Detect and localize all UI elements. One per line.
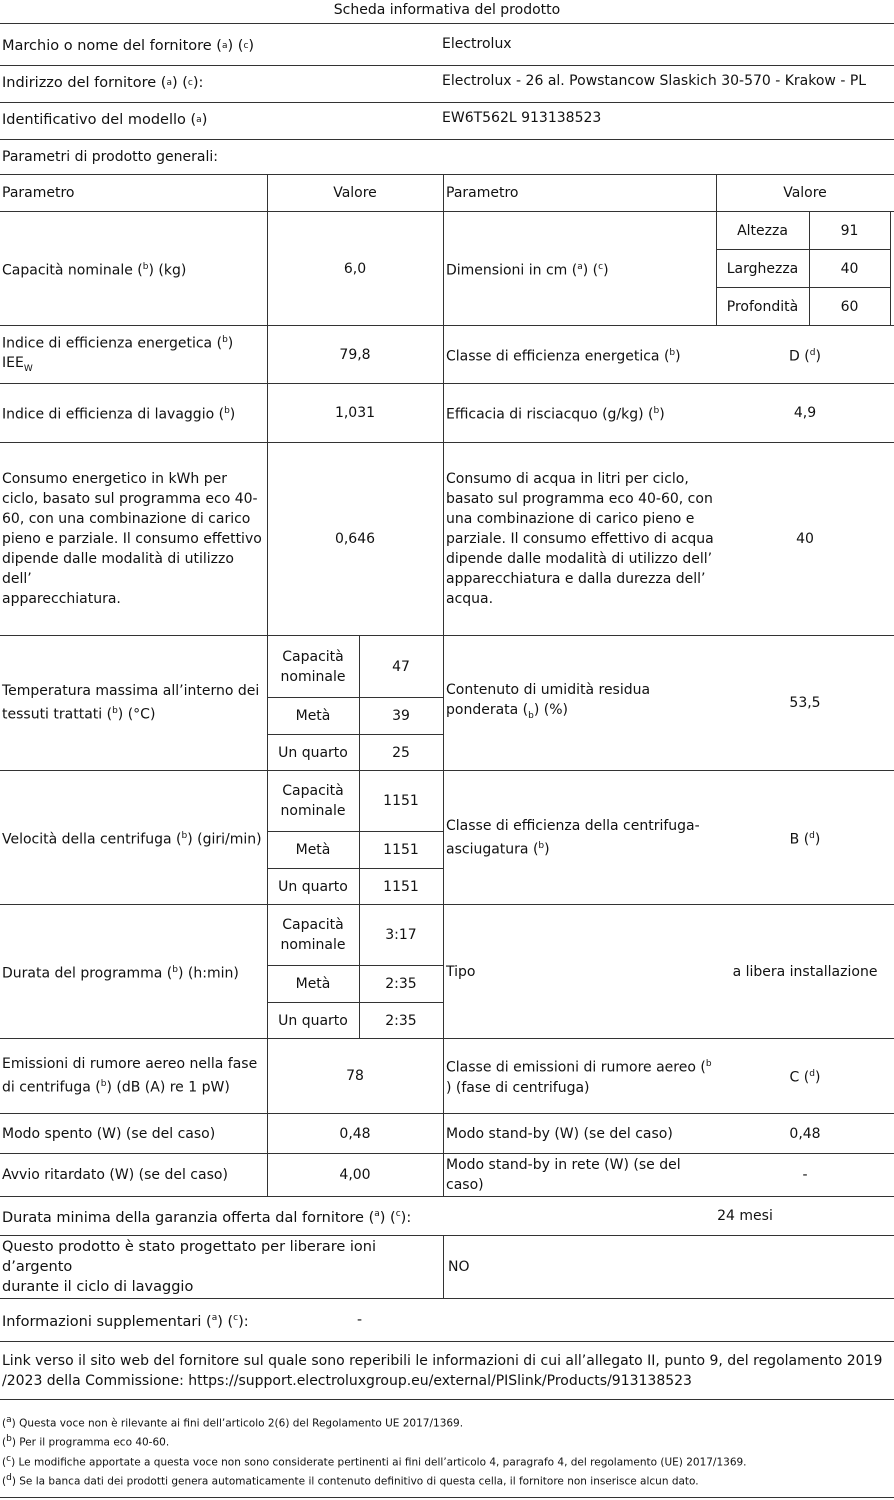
duration-half-value: 2:35 xyxy=(385,976,417,992)
off-mode-value: 0,48 xyxy=(339,1125,371,1142)
moisture-label: Contenuto di umidità residua ponderata $(_b)$ (%) xyxy=(446,682,651,721)
footnote-b: ($^b$) Per il programma eco 40-60. xyxy=(2,1434,170,1449)
network-standby-value: - xyxy=(802,1167,808,1183)
extra-label: Informazioni supplementari ($^a$) ($^c$): xyxy=(2,1313,249,1330)
header-value-left: Valore xyxy=(333,185,377,201)
extra-value: - xyxy=(357,1312,363,1328)
model-value: EW6T562L 913138523 xyxy=(442,110,602,126)
noise-value: 78 xyxy=(346,1068,364,1084)
duration-quarter-value: 2:35 xyxy=(385,1012,417,1029)
warranty-value: 24 mesi xyxy=(717,1208,773,1224)
rinse-label: Efficacia di risciacquo (g/kg) ($^b$) xyxy=(446,406,665,423)
network-standby-label: Modo stand-by in rete (W) (se del caso) xyxy=(446,1157,681,1193)
standby-label: Modo stand-by (W) (se del caso) xyxy=(446,1125,673,1142)
temperature-label: Temperatura massima all’interno dei tessuti trattati ($^b$) (°C) xyxy=(2,683,260,723)
duration-full-value: 3:17 xyxy=(385,927,417,943)
footnote-a: ($^a$) Questa voce non è rilevante ai fini dell’articolo 2(6) del Regolamento UE 2017/1369. xyxy=(2,1415,464,1430)
capacity-label: Capacità nominale ($^b$) (kg) xyxy=(2,261,187,279)
energy-consumption-label: Consumo energetico in kWh per ciclo, basato sul programma eco 40- 60, con una combinazione di carico pieno e parziale. Il consumo effettivo dipende dalle modalità di utilizzo dell’ apparecchiatura. xyxy=(2,471,262,607)
standby-value: 0,48 xyxy=(789,1125,821,1142)
general-title: Parametri di prodotto generali: xyxy=(2,149,218,165)
height-value: 91 xyxy=(840,222,859,239)
water-consumption-label: Consumo di acqua in litri per ciclo, basato sul programma eco 40-60, con una combinazione di carico pieno e parziale. Il consumo effettivo di acqua dipende dalle modalità di utilizzo dell’ apparecchiatura e dalla durezza dell’ acqua. xyxy=(446,471,714,607)
supplier-link-text: Link verso il sito web del fornitore sul quale sono reperibili le informazioni di cui all’allegato II, punto 9, del regolamento 2019 /2023 della Commissione: https://support.electroluxgroup.eu/external/PISlink/Products/913138523 xyxy=(2,1353,883,1389)
spin-class-value: B ($^d$) xyxy=(789,830,821,848)
header-value-right: Valore xyxy=(783,185,827,201)
noise-class-value: C ($^d$) xyxy=(789,1069,821,1086)
energy-class-label: Classe di efficienza energetica ($^b$) xyxy=(446,347,681,365)
page-title: Scheda informativa del prodotto xyxy=(333,2,561,18)
temp-quarter-value: 25 xyxy=(392,744,410,761)
header-param-right: Parametro xyxy=(446,185,519,201)
delay-label: Avvio ritardato (W) (se del caso) xyxy=(2,1167,228,1183)
dimensions-label: Dimensioni in cm ($^a$) ($^c$) xyxy=(446,261,609,279)
duration-quarter-label: Un quarto xyxy=(278,1012,348,1029)
temp-full-label: Capacità nominale xyxy=(280,648,346,685)
wash-index-label: Indice di efficienza di lavaggio ($^b$) xyxy=(2,406,236,423)
energy-class-value: D ($^d$) xyxy=(789,347,821,365)
footnote-d: ($^d$) Se la banca dati dei prodotti genera automaticamente il contenuto definitivo di questa cella, il fornitore non inserisce alcun dato. xyxy=(2,1473,699,1488)
eei-value: 79,8 xyxy=(339,346,371,363)
rinse-value: 4,9 xyxy=(793,405,817,421)
brand-value: Electrolux xyxy=(442,36,512,52)
type-value: a libera installazione xyxy=(732,963,878,980)
brand-label: Marchio o nome del fornitore ( a ) ( c ) xyxy=(2,38,255,54)
energy-consumption-value: 0,646 xyxy=(334,531,376,547)
capacity-value: 6,0 xyxy=(343,260,367,277)
height-label: Altezza xyxy=(737,222,788,239)
width-label: Larghezza xyxy=(726,260,799,277)
spin-speed-label: Velocità della centrifuga ($^b$) (giri/min) xyxy=(2,830,262,848)
noise-label: Emissioni di rumore aereo nella fase di centrifuga ($^b$) (dB (A) re 1 pW) xyxy=(2,1056,258,1096)
temp-full-value: 47 xyxy=(392,658,410,675)
spin-full-label: Capacità nominale xyxy=(280,783,346,819)
eei-label: Indice di efficienza energetica ($^b$) $IEE_W$ xyxy=(2,334,234,375)
spin-quarter-value: 1151 xyxy=(383,878,419,895)
duration-full-label: Capacità nominale xyxy=(280,917,346,953)
address-value: Electrolux - 26 al. Powstancow Slaskich 30-570 - Krakow - PL xyxy=(442,73,867,89)
type-label: Tipo xyxy=(446,963,476,980)
duration-half-label: Metà xyxy=(295,976,331,992)
width-value: 40 xyxy=(840,260,859,277)
header-param-left: Parametro xyxy=(2,185,75,201)
water-consumption-value: 40 xyxy=(796,531,814,547)
silver-value: NO xyxy=(448,1259,470,1275)
spin-class-label: Classe di efficienza della centrifuga- asciugatura ($^b$) xyxy=(446,817,700,858)
delay-value: 4,00 xyxy=(339,1167,371,1183)
duration-label: Durata del programma ($^b$) (h:min) xyxy=(2,964,239,982)
temp-half-label: Metà xyxy=(295,708,331,724)
spin-full-value: 1151 xyxy=(383,793,419,809)
spin-half-label: Metà xyxy=(295,842,331,858)
depth-label: Profondità xyxy=(726,298,799,315)
off-mode-label: Modo spento (W) (se del caso) xyxy=(2,1125,216,1142)
model-label: Identificativo del modello ( a ) xyxy=(2,112,208,128)
spin-half-value: 1151 xyxy=(383,842,419,858)
temp-half-value: 39 xyxy=(392,708,410,724)
moisture-value: 53,5 xyxy=(789,695,821,711)
footnote-c: ($^c$) Le modifiche apportate a questa voce non sono considerate pertinenti ai fini dell’articolo 4, paragrafo 4, del regolamento (UE) 2017/1369. xyxy=(2,1454,747,1469)
temp-quarter-label: Un quarto xyxy=(278,744,348,761)
address-label: Indirizzo del fornitore ( a ) ( c ): xyxy=(2,75,204,91)
wash-index-value: 1,031 xyxy=(334,405,376,421)
noise-class-label: Classe di emissioni di rumore aereo ($^b$ ) (fase di centrifuga) xyxy=(446,1059,712,1096)
depth-value: 60 xyxy=(840,298,859,315)
spin-quarter-label: Un quarto xyxy=(278,878,348,895)
silver-label: Questo prodotto è stato progettato per liberare ioni d’argento durante il ciclo di lavaggio xyxy=(2,1239,376,1295)
warranty-label: Durata minima della garanzia offerta dal fornitore ($^a$) ($^c$): xyxy=(2,1209,412,1226)
